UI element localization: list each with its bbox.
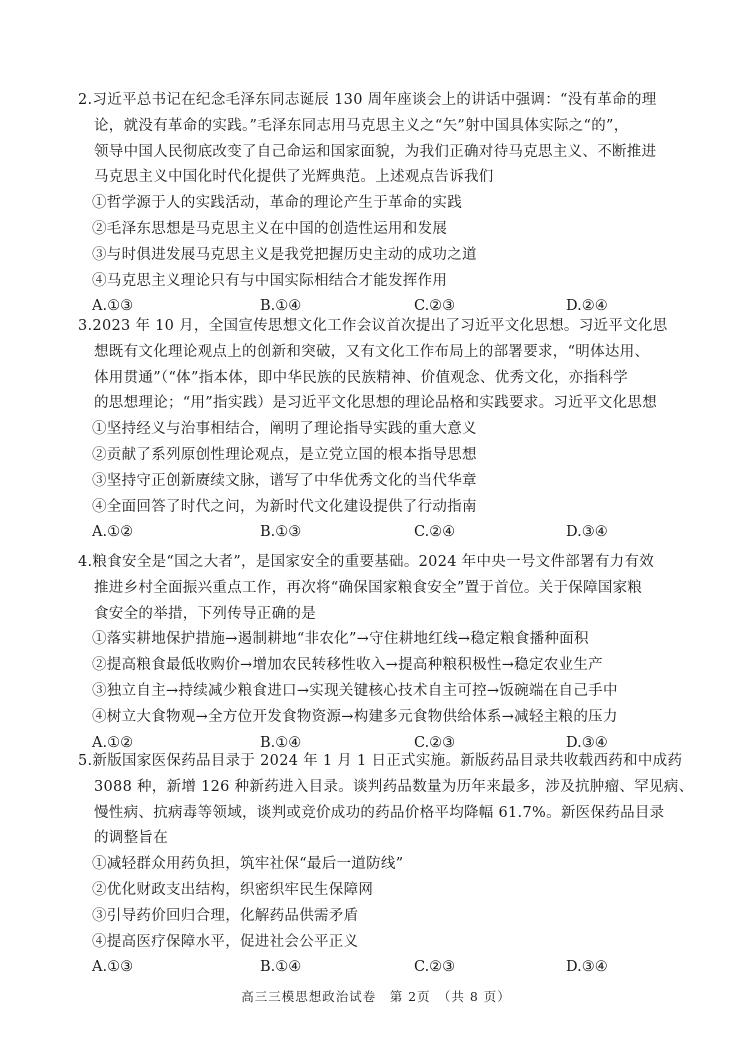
answer-choices — [78, 520, 678, 546]
statement-option: ③引导药价回归合理，化解药品供需矛盾 — [92, 907, 359, 924]
statement-option: ①哲学源于人的实践活动，革命的理论产生于革命的实践 — [92, 195, 462, 212]
statement-option: ③与时俱进发展马克思主义是我党把握历史主动的成功之道 — [92, 246, 477, 263]
question-5 — [78, 749, 694, 981]
question-stem-line: 3088 种，新增 126 种新药进入目录。谈判药品数量为历年来最多，涉及抗肿瘤、罕见病、 — [94, 778, 694, 795]
question-stem-line: 想既有文化理论观点上的创新和突破，又有文化工作布局上的部署要求，“明体达用、 — [94, 343, 650, 360]
statement-option: ①落实耕地保护措施→遏制耕地“非农化”→守住耕地红线→稳定粮食播种面积 — [92, 631, 589, 648]
choice-c: C.②③ — [414, 734, 456, 751]
choice-c: C.②④ — [414, 524, 456, 541]
answer-choices — [78, 955, 678, 981]
question-2 — [78, 88, 678, 320]
statement-option: ①减轻群众用药负担，筑牢社保“最后一道防线” — [92, 856, 404, 873]
statement-option: ④全面回答了时代之问，为新时代文化建设提供了行动指南 — [92, 498, 477, 515]
question-3 — [78, 314, 678, 546]
statement-option: ②优化财政支出结构，织密织牢民生保障网 — [92, 881, 374, 898]
choice-a: A.①② — [92, 524, 134, 541]
question-stem-line: 4.粮食安全是“国之大者”，是国家安全的重要基础。2024 年中央一号文件部署有力有效 — [78, 554, 655, 570]
question-stem-line: 论，就没有革命的实践。”毛泽东同志用马克思主义之“矢”射中国具体实际之“的”， — [94, 117, 629, 134]
choice-a: A.①③ — [92, 959, 134, 976]
question-stem-line: 马克思主义中国化时代化提供了光辉典范。上述观点告诉我们 — [94, 169, 494, 186]
choice-d: D.③④ — [566, 959, 608, 976]
choice-c: C.②③ — [414, 298, 456, 315]
statement-option: ②毛泽东思想是马克思主义在中国的创造性运用和发展 — [92, 220, 448, 237]
question-4 — [78, 550, 678, 756]
question-stem-line: 5.新版国家医保药品目录于 2024 年 1 月 1 日正式实施。新版药品目录共收载西药和中成药 — [78, 753, 683, 769]
choice-b: B.①④ — [260, 959, 302, 976]
question-stem-line: 慢性病、抗病毒等领域，谈判或竞价成功的药品价格平均降幅 61.7%。新医保药品目录 — [94, 804, 665, 821]
choice-d: D.②④ — [566, 298, 608, 315]
question-stem-line: 3.2023 年 10 月，全国宣传思想文化工作会议首次提出了习近平文化思想。习近平文化思 — [78, 318, 668, 334]
question-stem-line: 推进乡村全面振兴重点工作，再次将“确保国家粮食安全”置于首位。关于保障国家粮 — [94, 579, 643, 596]
question-stem-line: 的调整旨在 — [94, 830, 168, 847]
question-stem-line: 食安全的举措，下列传导正确的是 — [94, 605, 316, 622]
choice-a: A.①② — [92, 734, 134, 751]
choice-b: B.①④ — [260, 298, 302, 315]
statement-option: ④提高医疗保障水平，促进社会公平正义 — [92, 933, 359, 950]
statement-option: ①坚持经义与治事相结合，阐明了理论指导实践的重大意义 — [92, 421, 477, 438]
statement-option: ④树立大食物观→全方位开发食物资源→构建多元食物供给体系→减轻主粮的压力 — [92, 708, 618, 725]
page-footer: 高三三模思想政治试卷 第 2页 （共 8 页） — [241, 989, 511, 1004]
choice-d: D.③④ — [566, 734, 608, 751]
choice-a: A.①③ — [92, 298, 134, 315]
statement-option: ③坚持守正创新赓续文脉，谱写了中华优秀文化的当代华章 — [92, 472, 477, 489]
choice-b: B.①③ — [260, 524, 302, 541]
statement-option: ③独立自主→持续减少粮食进口→实现关键核心技术自主可控→饭碗端在自己手中 — [92, 682, 618, 699]
question-stem-line: 领导中国人民彻底改变了自己命运和国家面貌，为我们正确对待马克思主义、不断推进 — [94, 143, 657, 160]
choice-b: B.①④ — [260, 734, 302, 751]
statement-option: ②提高粮食最低收购价→增加农民转移性收入→提高种粮积极性→稳定农业生产 — [92, 657, 603, 674]
statement-option: ④马克思主义理论只有与中国实际相结合才能发挥作用 — [92, 272, 448, 289]
question-stem-line: 的思想理论；“用”指实践）是习近平文化思想的理论品格和实践要求。习近平文化思想 — [94, 395, 658, 412]
question-stem-line: 2.习近平总书记在纪念毛泽东同志诞辰 130 周年座谈会上的讲话中强调：“没有革命的理 — [78, 92, 657, 108]
choice-c: C.②③ — [414, 959, 456, 976]
question-stem-line: 体用贯通”（“体”指本体，即中华民族的民族精神、价值观念、优秀文化，亦指科学 — [94, 369, 628, 386]
choice-d: D.③④ — [566, 524, 608, 541]
statement-option: ②贡献了系列原创性理论观点，是立党立国的根本指导思想 — [92, 446, 477, 463]
